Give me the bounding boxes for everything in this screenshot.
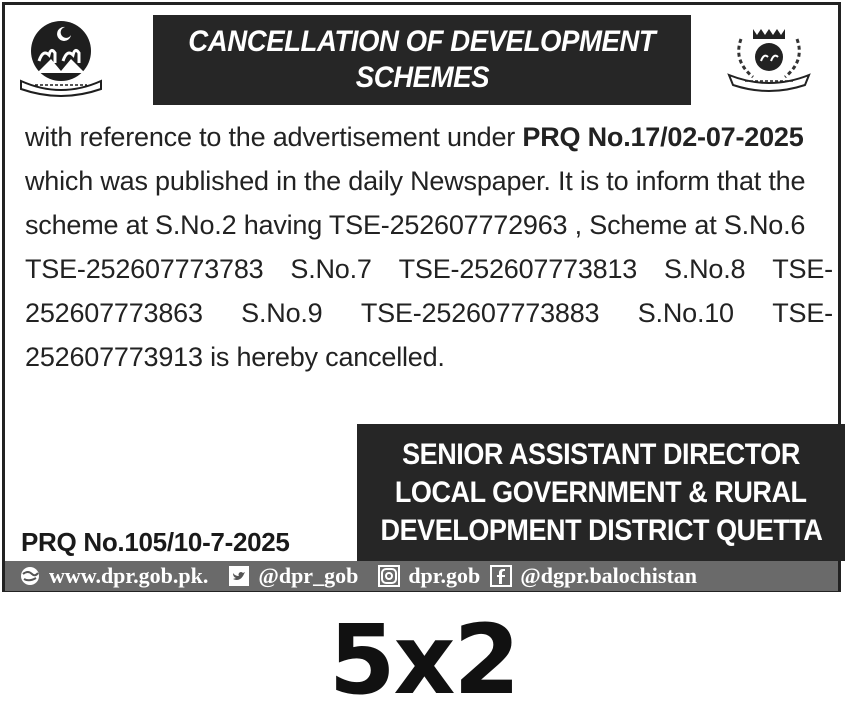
- body-line-4-part: S.No.7: [290, 254, 372, 284]
- facebook-icon: [490, 565, 512, 587]
- title-line-1: CANCELLATION OF DEVELOPMENT: [188, 25, 656, 58]
- reference-prq-number: PRQ No.17/02-07-2025: [522, 122, 804, 152]
- footer-website-text: www.dpr.gob.pk.: [49, 563, 209, 588]
- body-line-5-part: TSE-: [772, 298, 833, 328]
- advertisement-frame: [2, 2, 841, 592]
- body-line-5: [25, 291, 833, 335]
- body-line-4-part: S.No.8: [664, 254, 746, 284]
- body-line-4-part: TSE-: [772, 254, 833, 284]
- footer-instagram[interactable]: [378, 563, 480, 589]
- body-line-2: which was published in the daily Newspaper. It is to inform that the: [25, 166, 806, 196]
- body-line-4-part: TSE-252607773813: [398, 254, 638, 284]
- twitter-icon: [228, 565, 250, 587]
- footer-twitter-text: @dpr_gob: [258, 563, 359, 588]
- ad-size-label: 5x2: [328, 604, 519, 716]
- body-line-6: 252607773913 is hereby cancelled.: [25, 342, 445, 372]
- dgpr-emblem-right: [723, 15, 815, 97]
- body-line-5-part: 252607773863: [25, 298, 203, 328]
- footer-facebook-text: @dgpr.balochistan: [520, 563, 698, 588]
- body-line-5-part: S.No.10: [637, 298, 734, 328]
- globe-icon: [19, 565, 41, 587]
- title-line-2: SCHEMES: [355, 61, 489, 94]
- body-line-1: [25, 115, 833, 159]
- signature-line-1: SENIOR ASSISTANT DIRECTOR: [402, 437, 800, 471]
- footer-facebook[interactable]: [490, 563, 697, 589]
- notice-body: [25, 115, 833, 379]
- footer-twitter[interactable]: [228, 563, 358, 589]
- body-line-5-part: TSE-252607773883: [360, 298, 600, 328]
- body-line-4-part: TSE-252607773783: [25, 254, 264, 284]
- signature-block: [357, 424, 845, 561]
- prq-reference: PRQ No.105/10-7-2025: [21, 527, 290, 557]
- body-line-1-text: with reference to the advertisement under: [25, 122, 523, 152]
- body-line-3: scheme at S.No.2 having TSE-252607772963 , Scheme at S.No.6: [25, 210, 806, 240]
- body-line-5-part: S.No.9: [241, 298, 323, 328]
- body-line-4: [25, 247, 833, 291]
- govt-emblem-left: [15, 15, 107, 97]
- footer-website[interactable]: [19, 563, 208, 589]
- signature-line-3: DEVELOPMENT DISTRICT QUETTA: [380, 513, 822, 547]
- title-banner: [153, 15, 691, 105]
- instagram-icon: [378, 565, 400, 587]
- signature-line-2: LOCAL GOVERNMENT & RURAL: [395, 475, 807, 509]
- footer-instagram-text: dpr.gob: [408, 563, 481, 588]
- footer-bar: [5, 561, 838, 591]
